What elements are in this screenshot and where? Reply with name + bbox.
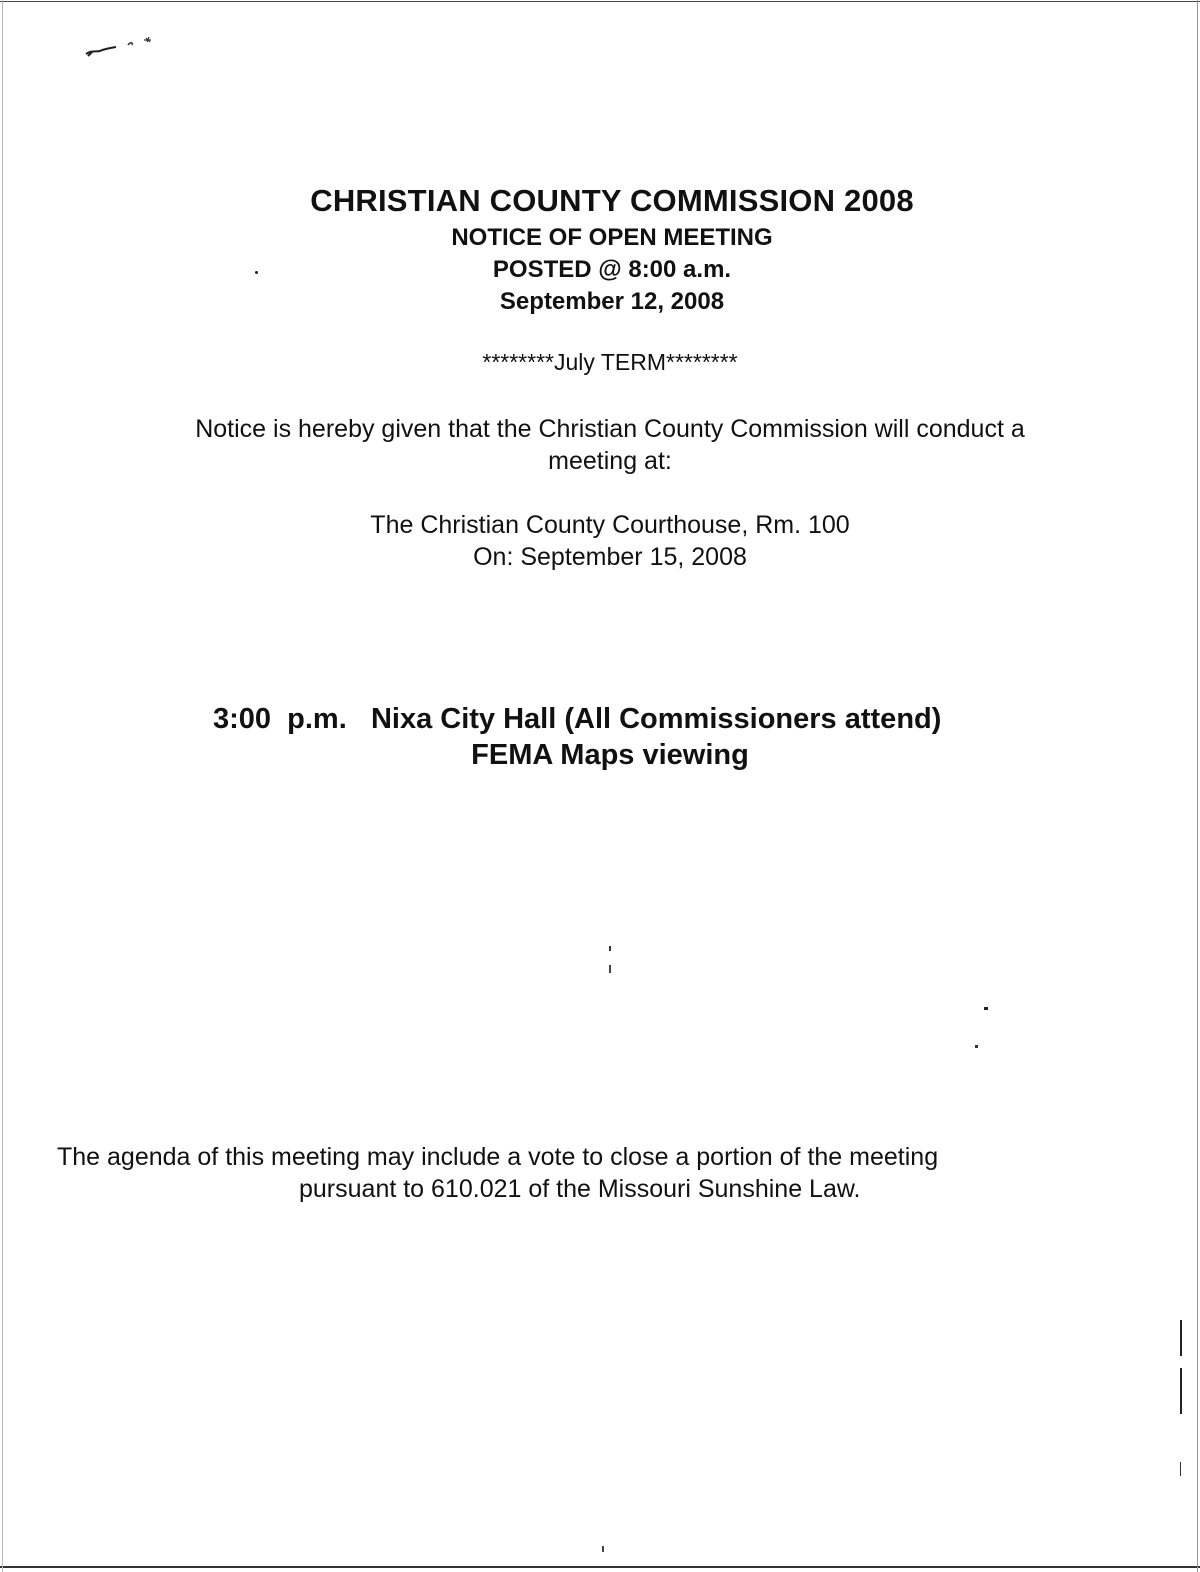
posted-time: POSTED @ 8:00 a.m. bbox=[492, 256, 732, 283]
posted-date: September 12, 2008 bbox=[499, 288, 725, 315]
notice-text-line-2: meeting at: bbox=[548, 447, 672, 475]
agenda-item: 3:00 p.m. Nixa City Hall (All Commissioners attend) bbox=[213, 703, 942, 735]
scan-edge-line bbox=[1180, 1320, 1182, 1356]
notice-text-line-1: Notice is hereby given that the Christian County Commission will conduct a bbox=[195, 415, 1025, 443]
scan-speck bbox=[609, 965, 611, 973]
page-edge-top bbox=[0, 1, 1200, 2]
scan-edge-line bbox=[1180, 1368, 1182, 1414]
term-heading: ********July TERM******** bbox=[482, 349, 738, 375]
meeting-location: The Christian County Courthouse, Rm. 100 bbox=[370, 511, 850, 539]
scan-speck bbox=[602, 1546, 604, 1552]
scan-speck bbox=[609, 946, 611, 951]
closing-statement-line-1: The agenda of this meeting may include a vote to close a portion of the meeting bbox=[57, 1143, 939, 1171]
page-edge-bottom bbox=[0, 1566, 1200, 1568]
document-title: CHRISTIAN COUNTY COMMISSION 2008 bbox=[310, 183, 914, 218]
scan-edge-line bbox=[1180, 1462, 1181, 1476]
scan-dot bbox=[984, 1007, 988, 1010]
agenda-item-description: FEMA Maps viewing bbox=[471, 739, 749, 771]
scan-scribble-mark bbox=[84, 30, 164, 62]
closing-statement-line-2: pursuant to 610.021 of the Missouri Sunshine Law. bbox=[299, 1175, 861, 1203]
meeting-date: On: September 15, 2008 bbox=[473, 543, 747, 571]
page-edge-left bbox=[2, 0, 3, 1572]
document-subtitle: NOTICE OF OPEN MEETING bbox=[451, 224, 773, 251]
scan-dot bbox=[975, 1045, 978, 1048]
